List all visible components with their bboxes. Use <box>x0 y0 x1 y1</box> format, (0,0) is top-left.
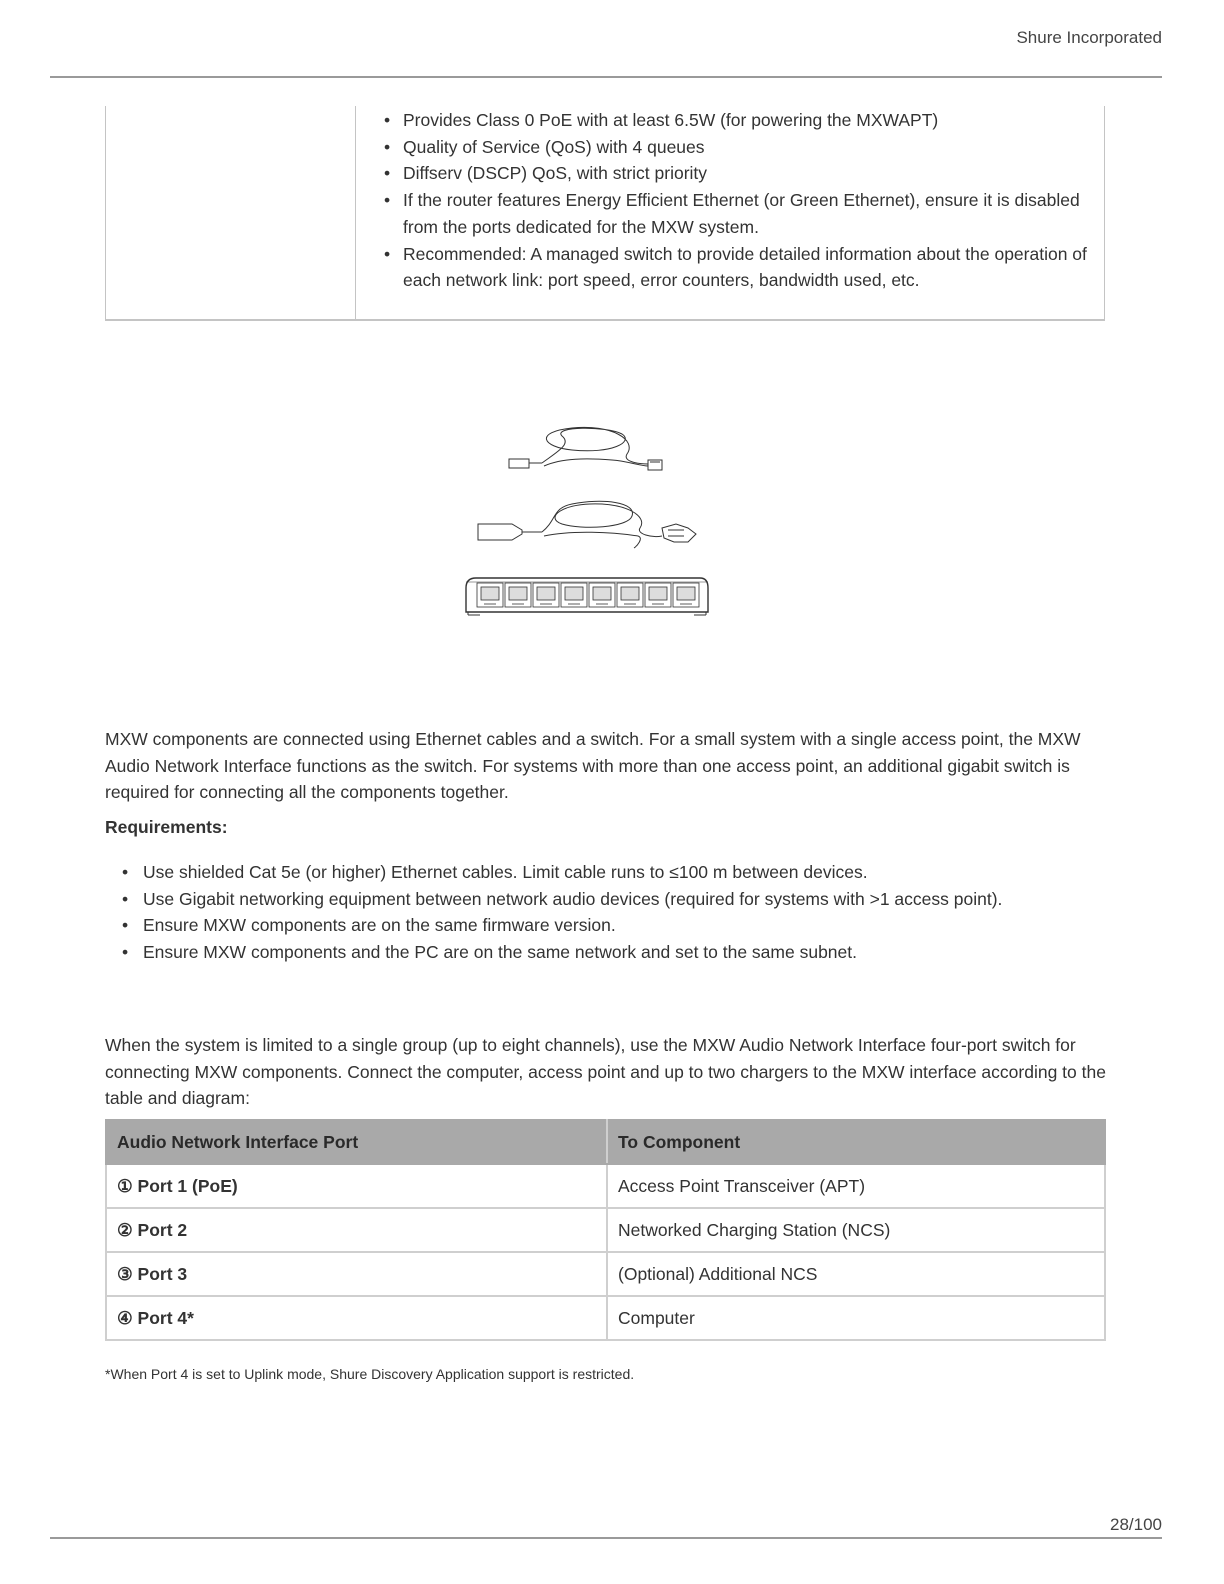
page-number: 28/100 <box>1110 1515 1162 1534</box>
network-switch-icon <box>466 578 708 615</box>
list-item: • Recommended: A managed switch to provide detailed information about the operation of each network link: port speed, error counters, bandwidth used, etc. <box>384 241 1096 294</box>
port-cell: ② Port 2 <box>106 1208 607 1252</box>
list-item: • Quality of Service (QoS) with 4 queues <box>384 134 1096 161</box>
table-row <box>106 1208 1105 1252</box>
column-header-component: To Component <box>607 1120 1105 1164</box>
list-item: • If the router features Energy Efficient Ethernet (or Green Ethernet), ensure it is disabled from the ports dedicated for the MXW system. <box>384 187 1096 240</box>
list-item: • Ensure MXW components are on the same firmware version. <box>122 912 1112 939</box>
company-name: Shure Incorporated <box>1016 28 1162 47</box>
table-footnote: *When Port 4 is set to Uplink mode, Shure Discovery Application support is restricted. <box>105 1366 635 1382</box>
intro-paragraph: MXW components are connected using Ethernet cables and a switch. For a small system with a single access point, the MXW Audio Network Interface functions as the switch. For systems with more than one access point, an additional gigabit switch is required for connecting all the components together. <box>105 729 1081 803</box>
port-mapping-table <box>105 1119 1106 1341</box>
switch-requirements-list <box>384 107 1096 294</box>
table-column-divider <box>355 106 356 319</box>
network-equipment-illustration <box>462 420 714 620</box>
column-header-port: Audio Network Interface Port <box>106 1120 607 1164</box>
component-cell: Computer <box>607 1296 1105 1340</box>
table-header-row <box>106 1120 1105 1164</box>
component-cell: Networked Charging Station (NCS) <box>607 1208 1105 1252</box>
list-item: • Use Gigabit networking equipment between network audio devices (required for systems with >1 access point). <box>122 886 1112 913</box>
footer-divider <box>50 1537 1162 1539</box>
port-cell: ① Port 1 (PoE) <box>106 1164 607 1208</box>
requirements-heading: Requirements: <box>105 817 228 837</box>
list-item: • Provides Class 0 PoE with at least 6.5W (for powering the MXWAPT) <box>384 107 1096 134</box>
port-cell: ④ Port 4* <box>106 1296 607 1340</box>
poe-injector-cable-icon <box>478 501 696 548</box>
table-row <box>106 1164 1105 1208</box>
port-cell: ③ Port 3 <box>106 1252 607 1296</box>
component-cell: (Optional) Additional NCS <box>607 1252 1105 1296</box>
header-divider <box>50 76 1162 78</box>
ethernet-cable-icon <box>509 427 662 470</box>
table-row <box>106 1252 1105 1296</box>
table-row <box>106 1296 1105 1340</box>
list-item: • Diffserv (DSCP) QoS, with strict priority <box>384 160 1096 187</box>
list-item: • Ensure MXW components and the PC are on the same network and set to the same subnet. <box>122 939 1112 966</box>
requirements-table <box>105 106 1105 321</box>
single-group-paragraph: When the system is limited to a single group (up to eight channels), use the MXW Audio Network Interface four-port switch for connecting MXW components. Connect the computer, access point and up to two chargers to the MXW interface according to the table and diagram: <box>105 1035 1106 1109</box>
list-item: • Use shielded Cat 5e (or higher) Ethernet cables. Limit cable runs to ≤100 m between devices. <box>122 859 1112 886</box>
requirements-list <box>122 859 1112 966</box>
component-cell: Access Point Transceiver (APT) <box>607 1164 1105 1208</box>
